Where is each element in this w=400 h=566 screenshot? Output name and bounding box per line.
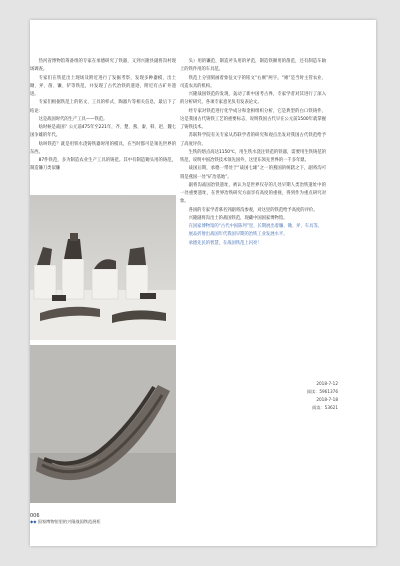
read-count: 阅读：5961376 [306,389,338,395]
paragraph: 战国后期，承德一带处于“战国七雄”之一的燕国的统辖之下，副将沟可谓是燕国一处“矿冶基地”。 [180,166,326,180]
date-block [296,380,338,412]
paragraph-highlight: 展品折射出战国年代我国早期的冶铁工业发展水平。 [188,232,288,238]
date-line: 2018-7-18 [316,397,338,403]
caption-text: 国家博物馆里的兴隆战国铁范展柜 [37,519,101,524]
paragraph: 啥叫铁范？就是用铁水浇铸铁器时用的模具，在当时都可是领先世界的东西。 [30,141,176,155]
paragraph: 热河省博物馆筹备组的专家在承德研究了铁器，又到兴隆县副将沟村现场调查。 [30,59,176,73]
display-case-illustration [30,195,176,340]
paragraph: 头）用的镰范，制造斧头用的斧范，制造铁镢用的凿范，还有制造车轴上的铁件用的车具范。 [180,59,326,73]
paragraph: 这是战国时代的生产工具——铁范。 [38,116,108,122]
photo-display-case [30,195,176,340]
paragraph: 苏联科学院有关专家从苏联学者的研究和观点出发对我国古代铁范给予了高度评价。 [180,133,326,147]
paragraph-highlight: 在国家博物馆的“古代中国陈列”里，长期展出着镰、锄、斧、车具等。 [188,224,322,229]
paragraph: 啥时候是战国？公元前475年至221年，齐、楚、燕、秦、韩、赵、魏七国争雄的年代。 [30,125,176,139]
paragraph: 87件铁范，多为制造农业生产工具的铸范。其中有制造锄头用的铸范，制造镰刀类似镰 [30,158,176,172]
paragraph: 经专家对铁范进行化学成分和金相组织分析，它是典型的白口铁铸件，这是我国古代铸铁工艺的重要标志，说明我国古代早在公元前1500年就掌握了铸铁技术。 [180,108,326,130]
paragraph: 专家们根据铁范上的铭文、工具的样式、陶器片等相关信息，最后下了结论： [30,100,176,114]
paragraph: 铁范上分别刻画着象征文字的铭文“右廪”两字。“廪”是当时主管农业、司造农具的机构。 [180,75,326,89]
photo-iron-mould [30,345,176,503]
left-text-column [30,58,176,174]
right-text-column [180,58,326,248]
read-count: 阅读：53621 [312,405,338,411]
paragraph-highlight: 承德先民的智慧，在战国铁范上闪亮！ [188,240,262,246]
iron-mould-illustration [30,345,176,503]
paragraph: 副将沟战国冶铁遗址，被认为是世界仅存的几处早期人类冶铁遗址中的一处重要遗址，在世界冶铁研究方面享有高度的重视，得到作为重点研究对象。 [180,182,326,205]
date-line: 2018-7-12 [316,381,338,386]
paragraph: 专家们在铁范出土现场及附近进行了发掘考察，发现多种器模，出土锄、斧、凿、镰、铲等铁范，并发现了古代冶铁的遗迹，附近有古矿井遗迹。 [30,75,176,97]
paragraph: 生铁的熔点高达1150℃，用生铁水浇注铁范的铁器，需要用生铁铸范的铁范，说明中国冶铁技术领先国外，这里东领先世界的一千多年鼎。 [180,149,326,163]
photo-caption [30,519,101,525]
page-number: 006 [30,513,40,519]
paragraph: 兴隆副将沟出土的战国铁范，现藏中国国家博物馆。 [188,215,288,221]
paragraph: 各国的专家学者慕名到副将沟参观，对这里的铁范给予高度的评价。 [188,207,318,213]
diamond-icon: ◆◆ [30,519,37,524]
paragraph: 兴隆战国铁范的发现，轰动了新中国考古界，专家学者对其进行了深入的分析研究，各项专家意见负有发表论文。 [180,92,326,106]
